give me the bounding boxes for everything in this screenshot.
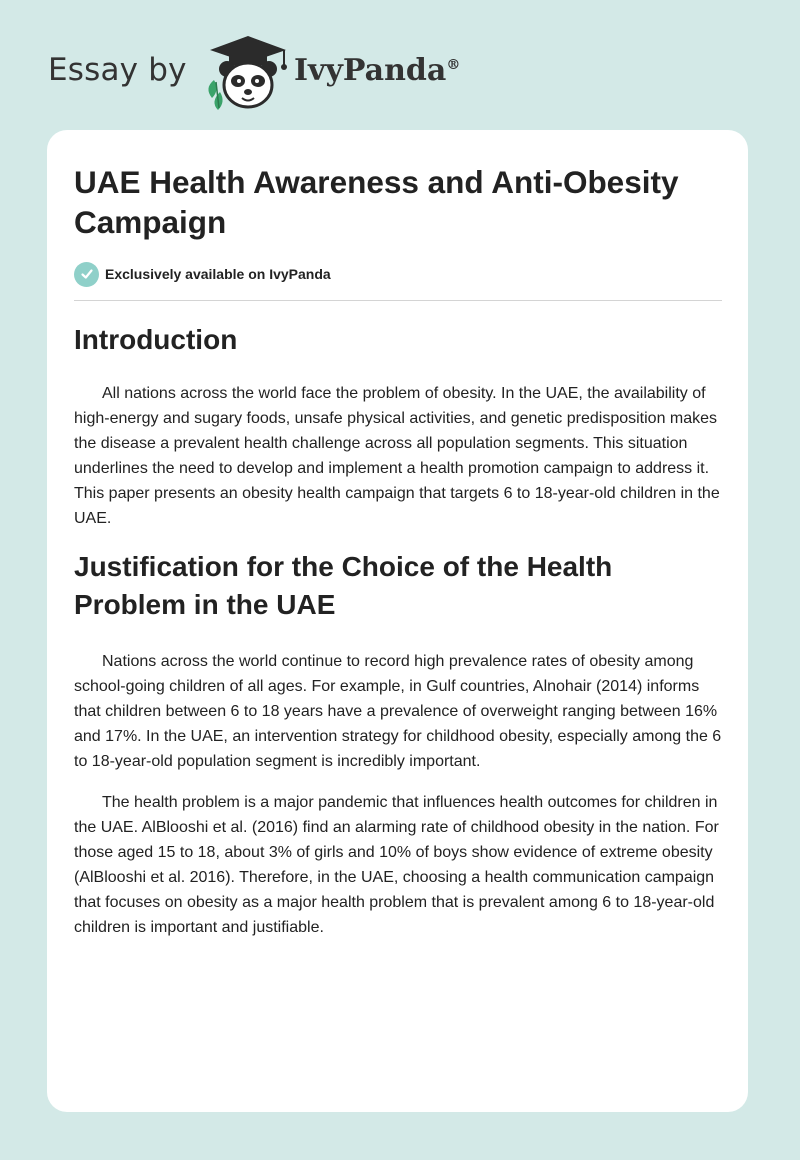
panda-graduate-icon [200, 32, 292, 112]
check-icon [74, 262, 99, 287]
essay-title: UAE Health Awareness and Anti-Obesity Campaign [74, 164, 679, 240]
exclusive-label: Exclusively available on IvyPanda [105, 266, 331, 282]
essay-card [47, 130, 748, 1112]
brand-prefix: Essay by [48, 52, 187, 88]
registered-mark: ® [446, 57, 461, 73]
divider [74, 300, 722, 301]
section-heading-introduction: Introduction [74, 324, 238, 355]
essay-content [74, 162, 722, 940]
paragraph: Nations across the world continue to record high prevalence rates of obesity among school-going children of all ages. For example, in Gulf countries, Alnohair (2014) informs that children between 6 to 18 years have a prevalence of overweight ranging between 16% and 17%. In the UAE, an intervention strategy for childhood obesity, especially among the 6 to 18-year-old population segment is incredibly important. [74, 653, 722, 770]
section-heading-justification: Justification for the Choice of the Health Problem in the UAE [74, 551, 613, 620]
exclusive-badge [74, 260, 722, 288]
brand-header[interactable] [48, 30, 548, 110]
paragraph: All nations across the world face the problem of obesity. In the UAE, the availability of high-energy and sugary foods, unsafe physical activities, and genetic predisposition makes the disease a prevalent health challenge across all population segments. This situation underlines the need to develop and implement a health promotion campaign to address it. This paper presents an obesity health campaign that targets 6 to 18-year-old children in the UAE. [74, 385, 720, 527]
brand-name: IvyPanda® [294, 53, 461, 88]
paragraph: The health problem is a major pandemic that influences health outcomes for children in the UAE. AlBlooshi et al. (2016) find an alarming rate of childhood obesity in the nation. For those aged 15 to 18, about 3% of girls and 10% of boys show evidence of extreme obesity (AlBlooshi et al. 2016). Therefore, in the UAE, choosing a health communication campaign that focuses on obesity as a major health problem that is prevalent among 6 to 18-year-old children is important and justifiable. [74, 794, 719, 936]
